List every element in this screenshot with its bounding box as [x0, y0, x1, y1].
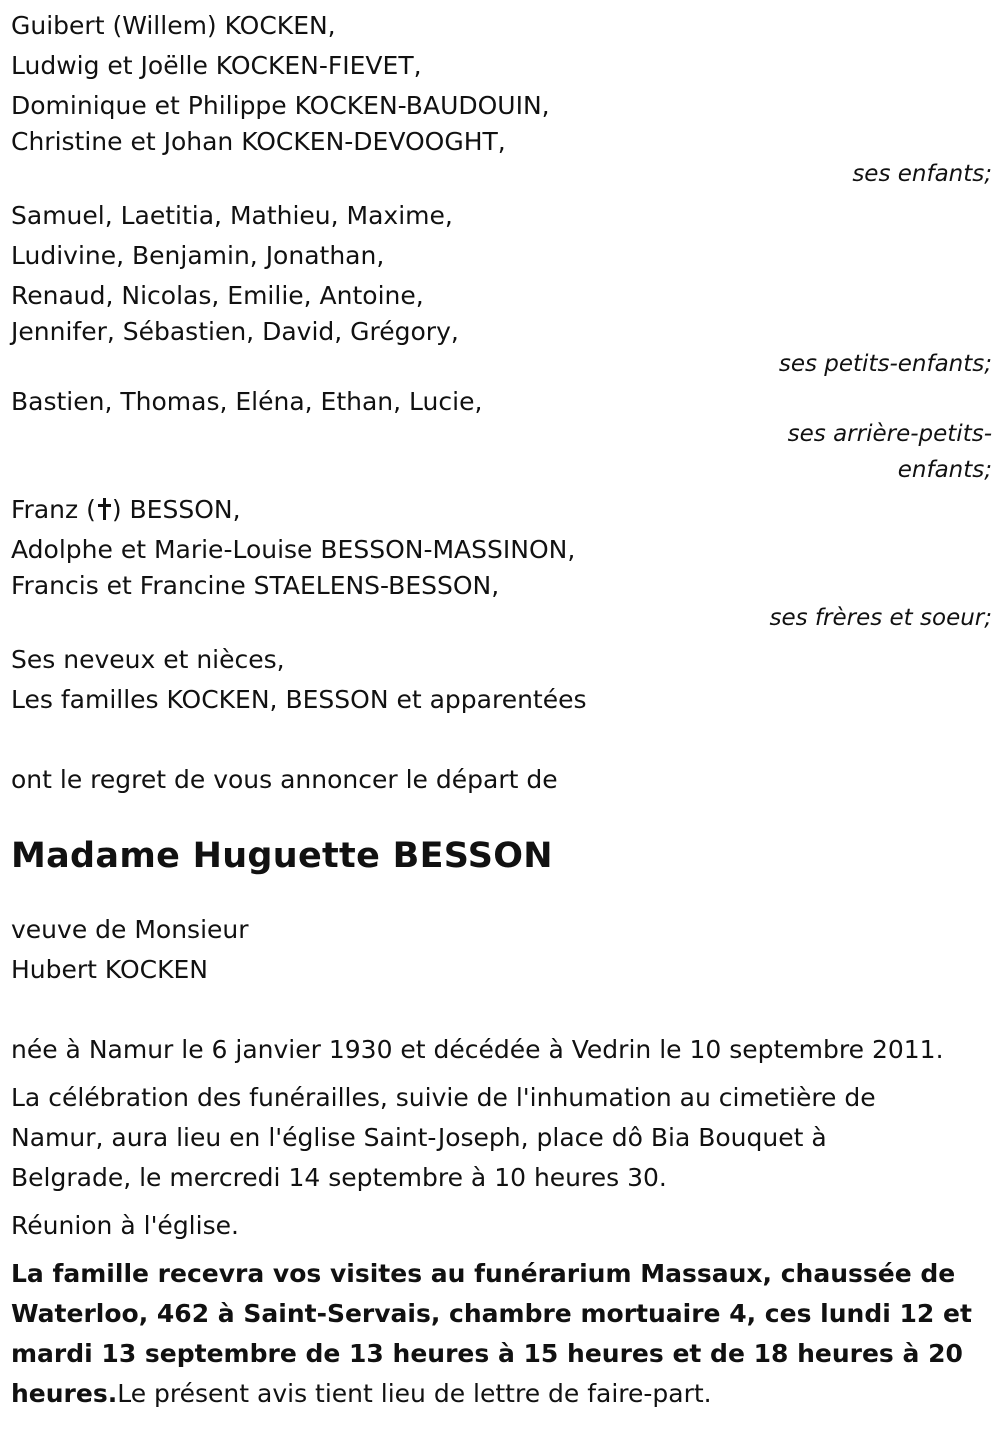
spacer: [11, 800, 992, 831]
child-line: Guibert (Willem) KOCKEN,: [11, 11, 336, 40]
spacer: [11, 881, 992, 910]
visits-closing-line: [11, 1374, 992, 1414]
sibling-line: Francis et Francine STAELENS-BESSON,: [11, 571, 500, 600]
visits-line: Waterloo, 462 à Saint-Servais, chambre mortuaire 4, ces lundi 12 et: [11, 1299, 972, 1328]
child-line: Christine et Johan KOCKEN-DEVOOGHT,: [11, 127, 506, 156]
grandchild-line: Ludivine, Benjamin, Jonathan,: [11, 241, 385, 270]
great-grandchild-line: Bastien, Thomas, Eléna, Ethan, Lucie,: [11, 387, 483, 416]
child-line: Ludwig et Joëlle KOCKEN-FIEVET,: [11, 51, 422, 80]
others-line: Ses neveux et nièces,: [11, 645, 285, 674]
deceased-name: Madame Huguette BESSON: [11, 836, 553, 876]
sibling-line: [11, 490, 992, 530]
sibling-franz-first: Franz (: [11, 495, 96, 524]
visits-line: mardi 13 septembre de 13 heures à 15 heures et de 18 heures à 20: [11, 1339, 963, 1368]
great-grandchildren-role-cont: enfants;: [897, 457, 992, 483]
ceremony-line: Namur, aura lieu en l'église Saint-Joseph, place dô Bia Bouquet à: [11, 1123, 827, 1152]
birth-death: née à Namur le 6 janvier 1930 et décédée à Vedrin le 10 septembre 2011.: [11, 1035, 944, 1064]
others-line: Les familles KOCKEN, BESSON et apparentées: [11, 685, 587, 714]
grandchild-line: Renaud, Nicolas, Emilie, Antoine,: [11, 281, 424, 310]
closing-note: Le présent avis tient lieu de lettre de faire-part.: [117, 1379, 712, 1408]
obituary-notice: [11, 6, 992, 1414]
spacer: [11, 1070, 992, 1078]
sibling-franz-last: ) BESSON,: [111, 495, 241, 524]
grandchild-line: Jennifer, Sébastien, David, Grégory,: [11, 317, 459, 346]
ceremony-line: Belgrade, le mercredi 14 septembre à 10 heures 30.: [11, 1163, 667, 1192]
ceremony-line: La célébration des funérailles, suivie de l'inhumation au cimetière de: [11, 1083, 876, 1112]
meeting: Réunion à l'église.: [11, 1211, 239, 1240]
announcement: ont le regret de vous annoncer le départ de: [11, 765, 558, 794]
cross-icon: [97, 498, 111, 520]
spacer: [11, 1198, 992, 1206]
visits-end: heures.: [11, 1379, 118, 1408]
grandchildren-role: ses petits-enfants;: [778, 351, 992, 377]
sibling-line: Adolphe et Marie-Louise BESSON-MASSINON,: [11, 535, 576, 564]
siblings-role: ses frères et soeur;: [769, 605, 992, 631]
great-grandchildren-role: ses arrière-petits-: [787, 421, 992, 447]
grandchild-line: Samuel, Laetitia, Mathieu, Maxime,: [11, 201, 453, 230]
child-line: Dominique et Philippe KOCKEN-BAUDOUIN,: [11, 91, 550, 120]
widow-of-line: veuve de Monsieur: [11, 915, 249, 944]
spacer: [11, 1246, 992, 1254]
spacer: [11, 720, 992, 760]
spacer: [11, 990, 992, 1030]
widow-of-line: Hubert KOCKEN: [11, 955, 208, 984]
children-role: ses enfants;: [852, 161, 992, 187]
visits-line: La famille recevra vos visites au funérarium Massaux, chaussée de: [11, 1259, 956, 1288]
